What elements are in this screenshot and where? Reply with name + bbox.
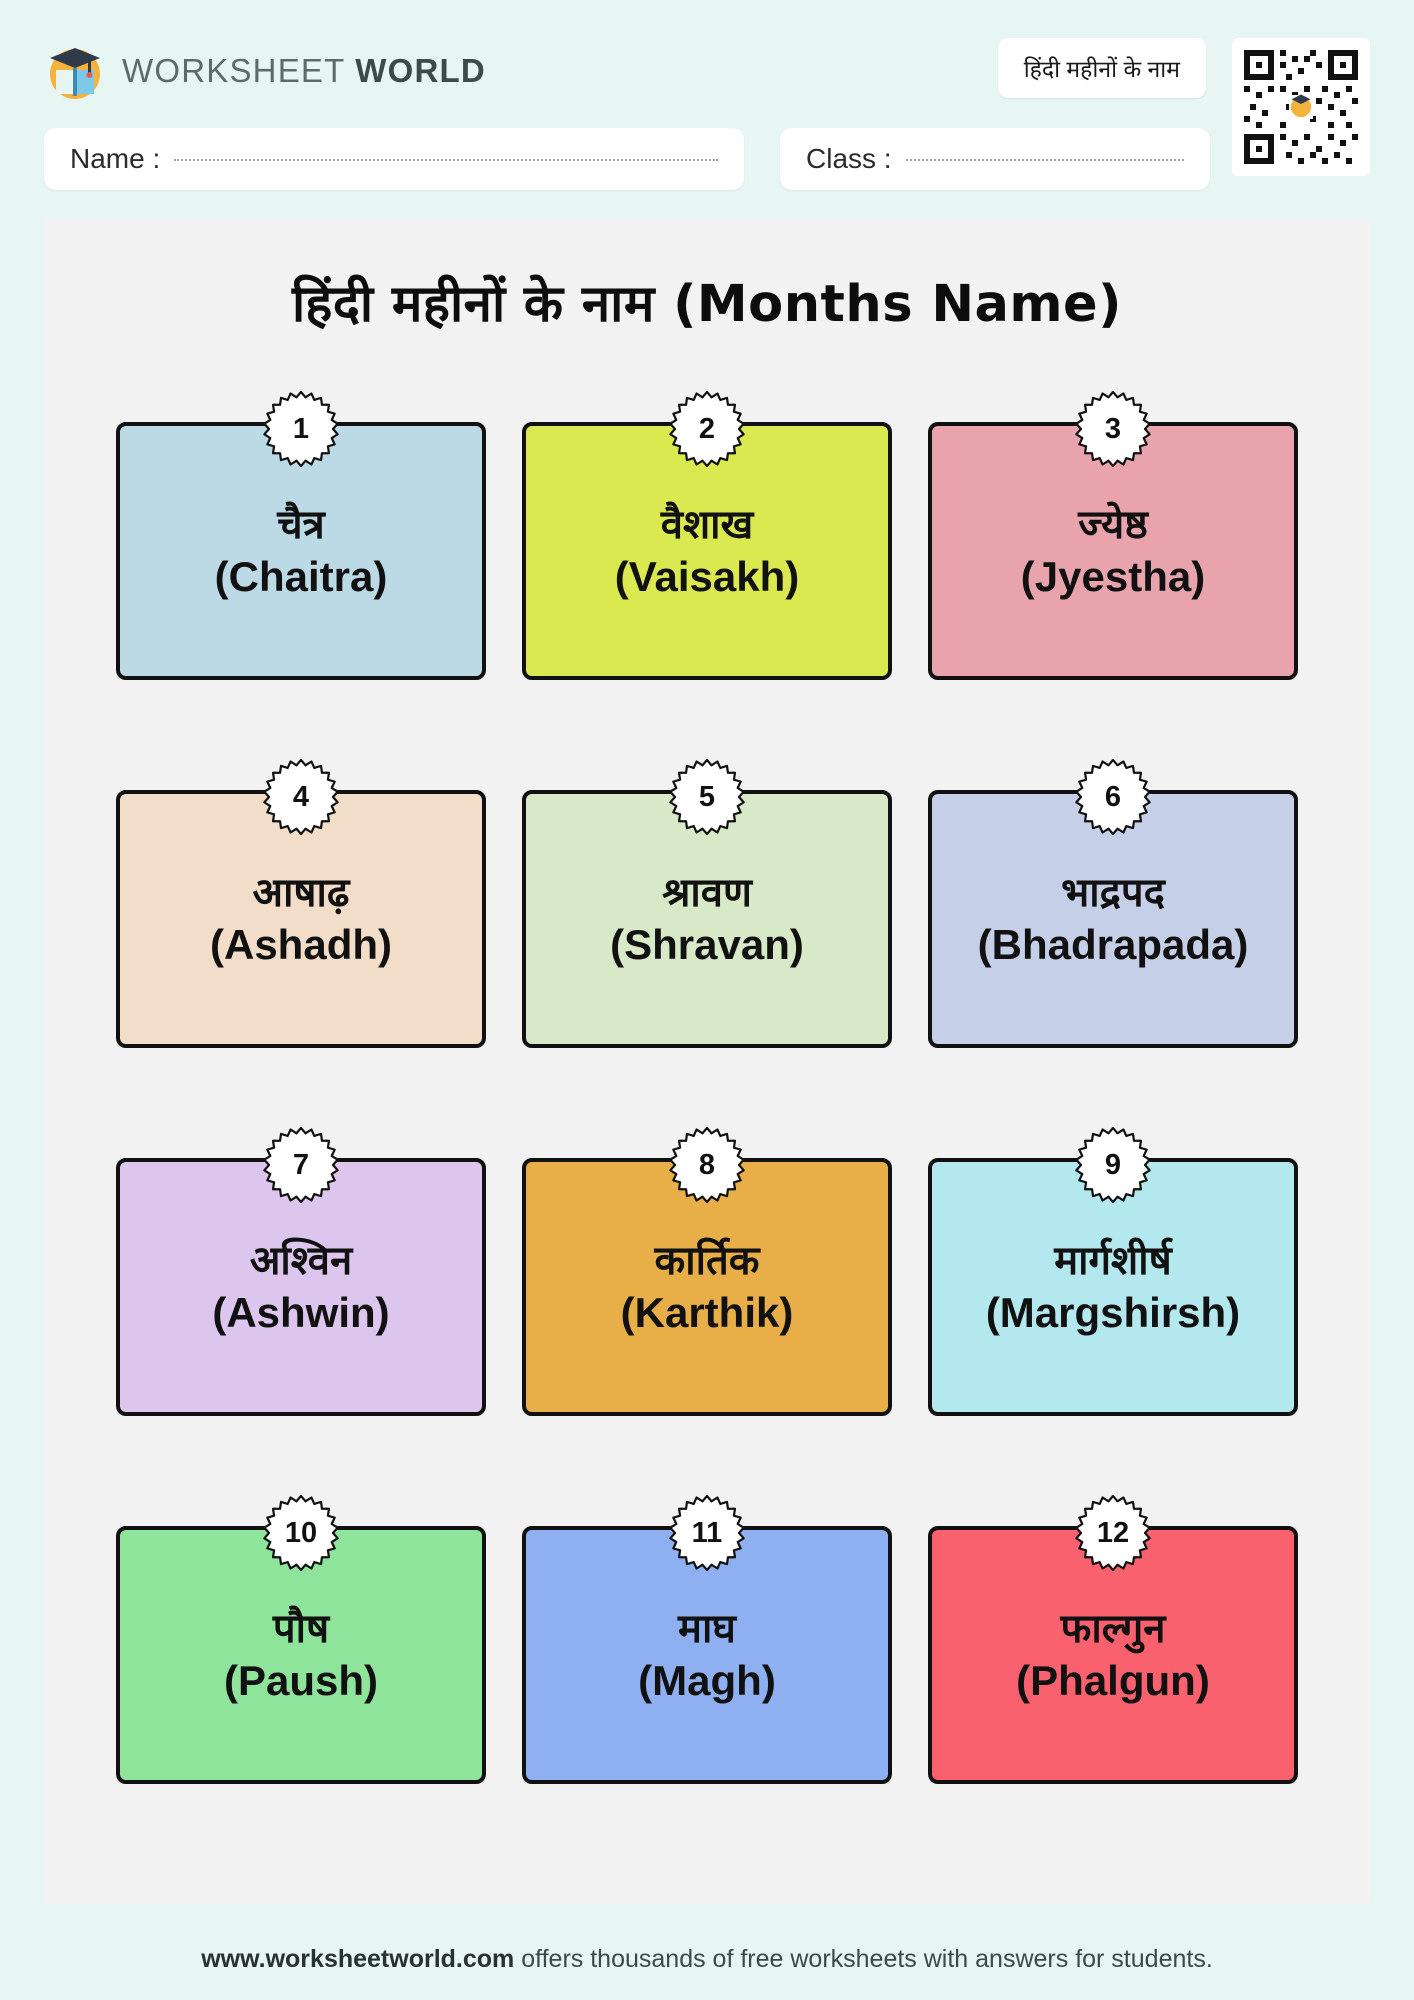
month-card [116, 1126, 486, 1416]
brand-name-bold: WORLD [355, 52, 486, 89]
brand-name-light: WORKSHEET [122, 52, 356, 89]
footer [0, 1945, 1414, 1974]
class-label: Class : [806, 143, 892, 174]
month-card [522, 390, 892, 680]
month-number: 7 [292, 1148, 310, 1181]
months-grid [100, 390, 1314, 1784]
month-name-english: (Paush) [223, 1656, 378, 1704]
month-card [928, 1126, 1298, 1416]
month-number: 3 [1104, 412, 1122, 445]
month-number-badge [1074, 1494, 1152, 1572]
class-input[interactable] [906, 158, 1184, 161]
month-name-hindi: माघ [678, 1605, 736, 1652]
month-number-badge [668, 1494, 746, 1572]
month-card [522, 1494, 892, 1784]
month-card [928, 390, 1298, 680]
month-name-hindi: अश्विन [249, 1237, 353, 1284]
name-label: Name : [70, 143, 161, 174]
month-number: 10 [284, 1516, 318, 1549]
month-name-hindi: वैशाख [660, 501, 754, 548]
month-number-badge [1074, 758, 1152, 836]
month-number: 6 [1104, 780, 1122, 813]
month-name-hindi: आषाढ़ [252, 869, 350, 916]
month-name-english: (Bhadrapada) [977, 920, 1249, 968]
month-name-hindi: चैत्र [277, 501, 325, 548]
month-name-english: (Jyestha) [1020, 552, 1206, 600]
graduation-cap-book-icon [44, 40, 106, 102]
worksheet-body [44, 218, 1370, 1904]
month-number: 9 [1104, 1148, 1122, 1181]
topic-chip: हिंदी महीनों के नाम [998, 38, 1206, 98]
footer-site[interactable]: www.worksheetworld.com [201, 1945, 515, 1973]
month-name-english: (Ashwin) [212, 1288, 390, 1336]
brand-name [122, 52, 486, 90]
month-card [928, 758, 1298, 1048]
month-number-badge [1074, 390, 1152, 468]
month-number-badge [668, 390, 746, 468]
month-card [116, 390, 486, 680]
month-name-hindi: मार्गशीर्ष [1054, 1237, 1172, 1284]
month-name-hindi: ज्येष्ठ [1078, 501, 1148, 548]
month-name-english: (Shravan) [610, 920, 804, 968]
month-number: 8 [698, 1148, 716, 1181]
month-number: 2 [698, 412, 716, 445]
month-name-english: (Magh) [638, 1656, 776, 1704]
month-number-badge [262, 758, 340, 836]
brand [44, 26, 486, 102]
month-number: 12 [1096, 1516, 1130, 1549]
month-number-badge [262, 390, 340, 468]
month-number: 4 [292, 780, 310, 813]
month-name-hindi: फाल्गुन [1060, 1605, 1166, 1652]
month-number-badge [668, 1126, 746, 1204]
month-name-english: (Margshirsh) [985, 1288, 1241, 1336]
footer-text: offers thousands of free worksheets with answers for students. [514, 1945, 1213, 1973]
month-name-hindi: श्रावण [662, 869, 752, 916]
page-header [44, 26, 1370, 122]
class-field[interactable] [780, 128, 1210, 190]
qr-code-icon[interactable] [1232, 38, 1370, 176]
month-number-badge [668, 758, 746, 836]
month-card [116, 1494, 486, 1784]
month-card [522, 1126, 892, 1416]
month-card [928, 1494, 1298, 1784]
month-number: 11 [691, 1516, 723, 1549]
name-field[interactable] [44, 128, 744, 190]
month-name-hindi: पौष [272, 1605, 330, 1652]
month-number-badge [262, 1126, 340, 1204]
month-number-badge [262, 1494, 340, 1572]
month-name-hindi: भाद्रपद [1061, 869, 1165, 916]
month-name-english: (Ashadh) [210, 920, 392, 968]
month-name-english: (Phalgun) [1016, 1656, 1210, 1704]
name-input[interactable] [174, 158, 718, 161]
month-name-english: (Vaisakh) [614, 552, 800, 600]
month-number: 5 [698, 780, 716, 813]
student-fields [44, 128, 1370, 190]
month-number-badge [1074, 1126, 1152, 1204]
month-name-english: (Chaitra) [214, 552, 388, 600]
month-card [522, 758, 892, 1048]
month-name-english: (Karthik) [620, 1288, 794, 1336]
month-number: 1 [292, 412, 310, 445]
page-title: हिंदी महीनों के नाम (Months Name) [292, 275, 1122, 334]
month-name-hindi: कार्तिक [654, 1237, 760, 1284]
month-card [116, 758, 486, 1048]
